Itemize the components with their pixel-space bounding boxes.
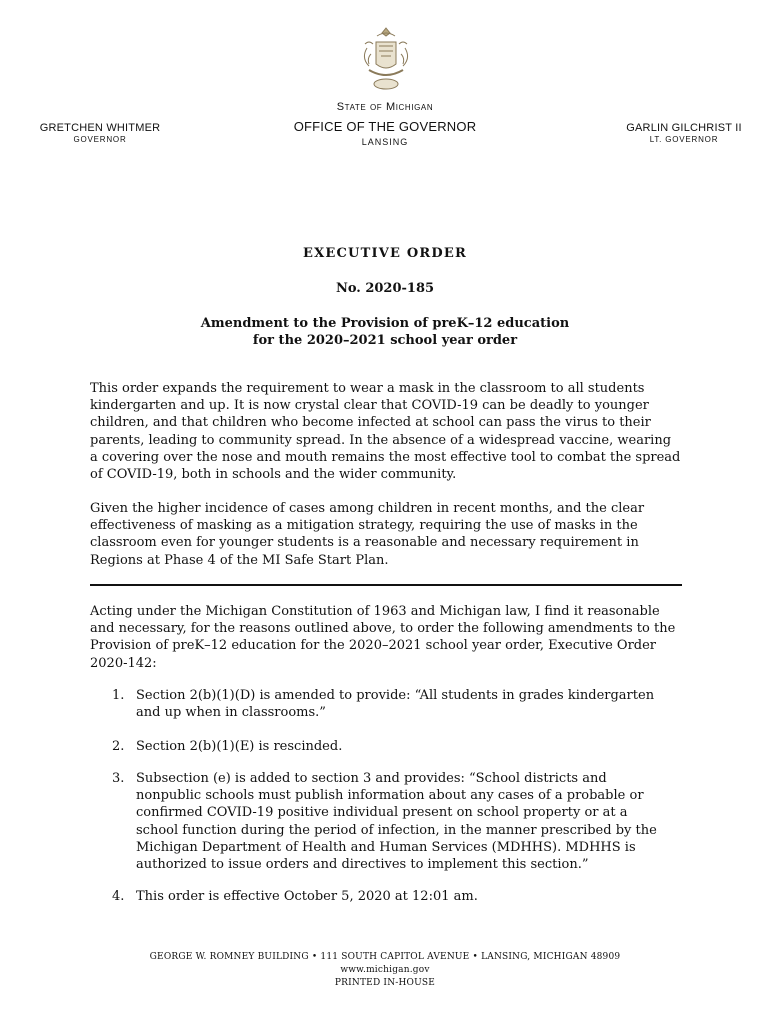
- footer-printed: PRINTED IN-HOUSE: [334, 978, 436, 988]
- footer-address: GEORGE W. ROMNEY BUILDING • 111 SOUTH CAPITOL AVENUE • LANSING, MICHIGAN 48909: [149, 952, 621, 962]
- office-name: OFFICE OF THE GOVERNOR: [293, 119, 477, 134]
- list-item-text: Section 2(b)(1)(D) is amended to provide: “All students in grades kindergarten and up when in classrooms.”: [136, 688, 655, 721]
- lt-governor-name: GARLIN GILCHRIST II: [626, 122, 742, 134]
- list-item-number: 4.: [112, 889, 125, 904]
- governor-title: GOVERNOR: [73, 135, 127, 144]
- michigan-state-seal-icon: [357, 26, 415, 94]
- section-divider: [90, 584, 682, 586]
- list-item-text: Subsection (e) is added to section 3 and provides: “School districts and nonpublic schools must publish information about any cases of a probable or confirmed COVID-19 positive individual present on school property or at a school function during the period of infection, in the manner prescribed by the Michigan Department of Health and Human Services (MDHHS). MDHHS is authorized to issue orders and directives to implement this section.”: [136, 771, 657, 873]
- state-name: State of Michigan: [336, 101, 434, 113]
- order-number: No. 2020-185: [335, 281, 435, 296]
- paragraph-authority: Acting under the Michigan Constitution of 1963 and Michigan law, I find it reasonable and necessary, for the reasons outlined above, to order the following amendments to the Provision of preK–12 education for the 2020–2021 school year order, Executive Order 2020-142:: [90, 604, 676, 671]
- subtitle-line-1: Amendment to the Provision of preK–12 education: [200, 316, 570, 331]
- list-item-number: 3.: [112, 771, 125, 786]
- list-item-number: 1.: [112, 688, 125, 703]
- lt-governor-title: LT. GOVERNOR: [649, 135, 719, 144]
- order-subtitle: [90, 315, 680, 349]
- paragraph-intro: This order expands the requirement to wear a mask in the classroom to all students kindergarten and up. It is now crystal clear that COVID-19 can be deadly to younger children, and that children who become infected at school can pass the virus to their parents, leading to community spread. In the absence of a widespread vaccine, wearing a covering over the nose and mouth remains the most effective tool to combat the spread of COVID-19, both in schools and the wider community.: [90, 381, 681, 483]
- list-item-text: This order is effective October 5, 2020 at 12:01 am.: [136, 889, 478, 904]
- list-item-number: 2.: [112, 739, 125, 754]
- footer-website: www.michigan.gov: [340, 965, 430, 975]
- list-item-text: Section 2(b)(1)(E) is rescinded.: [136, 739, 343, 754]
- document-heading: EXECUTIVE ORDER: [303, 246, 467, 261]
- governor-name: GRETCHEN WHITMER: [39, 122, 161, 134]
- office-city: LANSING: [361, 137, 409, 147]
- paragraph-rationale: Given the higher incidence of cases among children in recent months, and the clear effectiveness of masking as a mitigation strategy, requiring the use of masks in the classroom even for younger students is a reasonable and necessary requirement in Regions at Phase 4 of the MI Safe Start Plan.: [90, 501, 645, 568]
- subtitle-line-2: for the 2020–2021 school year order: [252, 333, 518, 348]
